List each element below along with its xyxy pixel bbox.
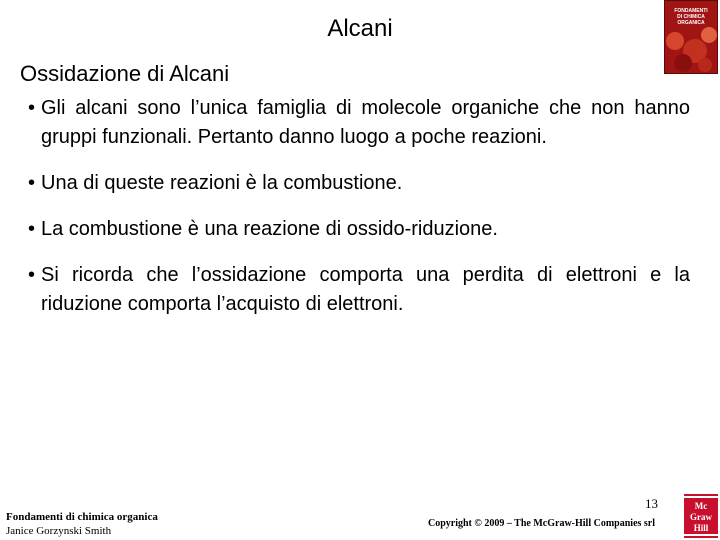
book-cover-graphic	[665, 1, 717, 73]
cover-title-line-2: DI CHIMICA	[677, 14, 705, 20]
mcgraw-hill-logo	[684, 494, 718, 538]
bullet-item: • Gli alcani sono l’unica famiglia di molecole organiche che non hanno gruppi funzionali. Pertanto danno luogo a poche reazioni.	[30, 94, 690, 152]
footer-book-info	[6, 510, 158, 538]
footer-book-title: Fondamenti di chimica organica	[6, 511, 158, 523]
logo-line-1: Mc	[694, 501, 708, 511]
logo-band	[684, 534, 718, 536]
slide-title: Alcani	[327, 15, 393, 42]
bullet-item: • Si ricorda che l’ossidazione comporta una perdita di elettroni e la riduzione comporta l’acquisto di elettroni.	[30, 261, 690, 319]
copyright-text: Copyright © 2009 – The McGraw-Hill Companies srl	[428, 518, 656, 529]
section-heading: Ossidazione di Alcani	[20, 61, 230, 86]
logo-line-3: Hill	[693, 523, 709, 533]
book-cover-image	[664, 0, 718, 74]
logo-line-2: Graw	[690, 512, 712, 522]
bullet-item: • Una di queste reazioni è la combustione.	[30, 169, 690, 198]
footer-author: Janice Gorzynski Smith	[6, 525, 112, 537]
bullet-item: • La combustione è una reazione di ossido-riduzione.	[30, 215, 690, 244]
bullet-list	[30, 94, 690, 336]
cover-title-line-1: FONDAMENTI	[674, 8, 708, 14]
page-number: 13	[645, 496, 658, 511]
cover-title-line-3: ORGANICA	[677, 20, 705, 26]
logo-band	[684, 496, 718, 498]
